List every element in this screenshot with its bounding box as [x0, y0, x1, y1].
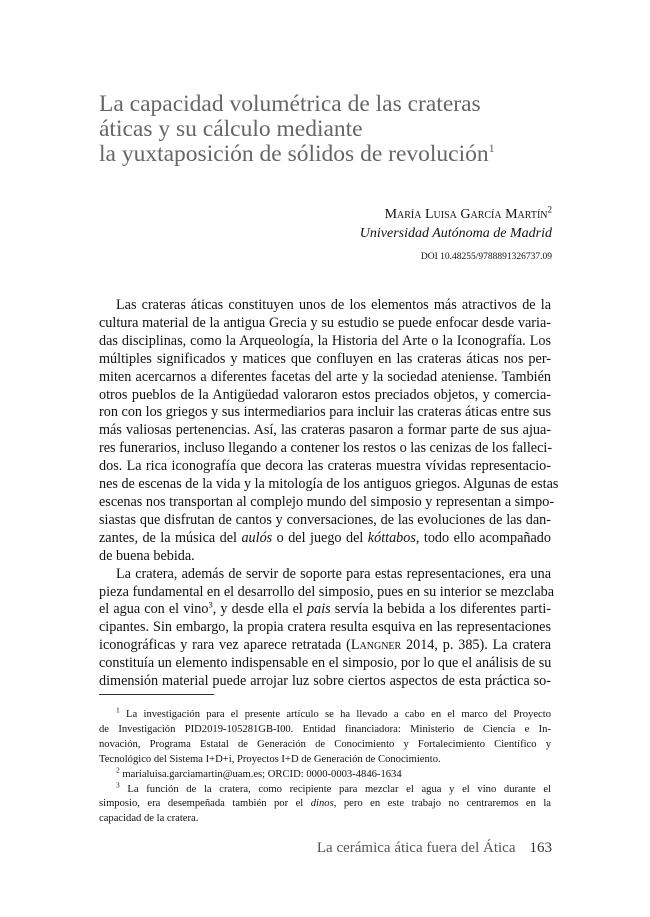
article-title: [99, 92, 569, 167]
footnote-line: [99, 765, 551, 783]
text-line: siastas que disfrutan de cantos y conversaciones, de las evoluciones de las dan-: [99, 511, 551, 528]
italic-term: pais: [307, 601, 331, 618]
text-line: res funerarios, incluso llegando a contener los restos o las cenizas de los falleci-: [99, 440, 553, 457]
paragraph-1: [99, 297, 559, 566]
running-title: La cerámica ática fuera del Ática: [316, 840, 516, 856]
contact-info[interactable]: marialuisa.garciamartin@uam.es; ORCID: 0000-0003-4846-1634: [122, 768, 402, 780]
footnote-3: [99, 780, 552, 828]
italic-term: dinos: [310, 798, 334, 810]
doi[interactable]: DOI 10.48255/9788891326737.09: [420, 252, 552, 262]
text-line: otros pueblos de la Antigüedad valoraron estos preciados objetos, y comercia-: [99, 386, 551, 403]
text-line: pieza fundamental en el desarrollo del simposio, pues en su interior se mezclaba: [99, 583, 555, 600]
footnote-line: Tecnológico del Sistema I+D+i, Proyectos I+D de Generación de Conocimiento.: [99, 753, 441, 765]
text-line: iconográficas y rara vez aparece retratada (Langner 2014, p. 385). La cratera: [99, 637, 551, 654]
text-line: de buena bebida.: [99, 547, 195, 564]
title-line: la yuxtaposición de sólidos de revolución$^1$: [99, 141, 495, 167]
title-line: La capacidad volumétrica de las crateras: [99, 91, 481, 117]
author-block: [360, 205, 552, 264]
italic-term: aulós: [241, 529, 273, 546]
text-line: constituía un elemento indispensable en el simposio, por lo que el análisis de su: [99, 655, 552, 672]
text-line: La cratera, además de servir de soporte para estas representaciones, era una: [116, 565, 551, 582]
text-line: cipantes. Sin embargo, la propia cratera resulta esquiva en las representaciones: [99, 619, 551, 636]
footnotes: [99, 705, 552, 827]
footnote-line: novación, Programa Estatal de Generación de Conocimiento y Fortalecimiento Científico y: [99, 738, 551, 750]
author-affiliation: Universidad Autónoma de Madrid: [359, 226, 552, 241]
text-line: miten acercarnos a diferentes facetas del arte y la sociedad ateniense. También: [99, 368, 551, 385]
title-line: áticas y su cálculo mediante: [99, 116, 363, 142]
footnote-mark: 1: [116, 705, 120, 715]
footnote-mark: 2: [116, 765, 120, 775]
text-line: cultura material de la antigua Grecia y su estudio se puede enfocar desde varia-: [99, 314, 551, 331]
footnote-separator: [99, 694, 214, 695]
footnote-2: [99, 765, 551, 783]
text-line: ron con los griegos y sus intermediarios para incluir las crateras áticas entre sus: [99, 404, 551, 421]
author-footnote-mark[interactable]: 2: [547, 204, 552, 215]
body-text: [99, 297, 559, 691]
text-line: escenas nos transportan al complejo mundo del simposio y representan a simpo-: [99, 493, 555, 510]
footnote-line: $^3$ La función de la cratera, como recipiente para mezclar el agua y el vino durante el: [116, 780, 551, 795]
footnote-ref[interactable]: 3: [208, 599, 213, 610]
text-line: das disciplinas, como la Arqueología, la Historia del Arte o la Iconografía. Los: [99, 332, 551, 349]
text-line: múltiples significados y matices que confluyen en las crateras áticas nos per-: [99, 350, 551, 367]
text-line: nes de escenas de la vida y la mitología de los antiguos griegos. Algunas de estas: [99, 476, 559, 493]
text-line: dimensión material puede arrojar luz sobre ciertos aspectos de esta práctica so-: [99, 673, 551, 690]
text-line: el agua con el vino$^3$, y desde ella el pais servía la bebida a los diferentes parti-: [99, 599, 551, 618]
footnote-line: simposio, era desempeñada también por el dinos, pero en este trabajo no centraremos en la: [99, 798, 552, 810]
text-line: zantes, de la música del aulós o del juego del kóttabos, todo ello acompañado: [99, 529, 551, 546]
paragraph-2: [99, 565, 555, 691]
footnote-1: [99, 705, 551, 768]
text-line: Las crateras áticas constituyen unos de los elementos más atractivos de la: [116, 297, 551, 313]
page-footer: [317, 840, 552, 857]
page-number: 163: [529, 840, 552, 856]
footnote-line: $^1$ La investigación para el presente artículo se ha llevado a cabo en el marco del Proyecto: [116, 705, 551, 720]
author-name: María Luisa García Martín$^2$: [384, 204, 552, 222]
text-line: más valiosas pertenencias. Así, las crateras pasaron a formar parte de sus ajua-: [99, 422, 551, 439]
footnote-line: capacidad de la cratera.: [99, 813, 199, 825]
title-footnote-mark[interactable]: 1: [488, 141, 495, 156]
text-line: dos. La rica iconografía que decora las crateras muestra vívidas representacio-: [99, 458, 551, 475]
citation-author: Langner: [350, 637, 402, 654]
footnote-mark: 3: [116, 780, 120, 789]
italic-term: kóttabos: [367, 529, 416, 546]
footnote-line: de Investigación PID2019-105281GB-I00. Entidad financiadora: Ministerio de Ciencia e In-: [99, 723, 551, 735]
